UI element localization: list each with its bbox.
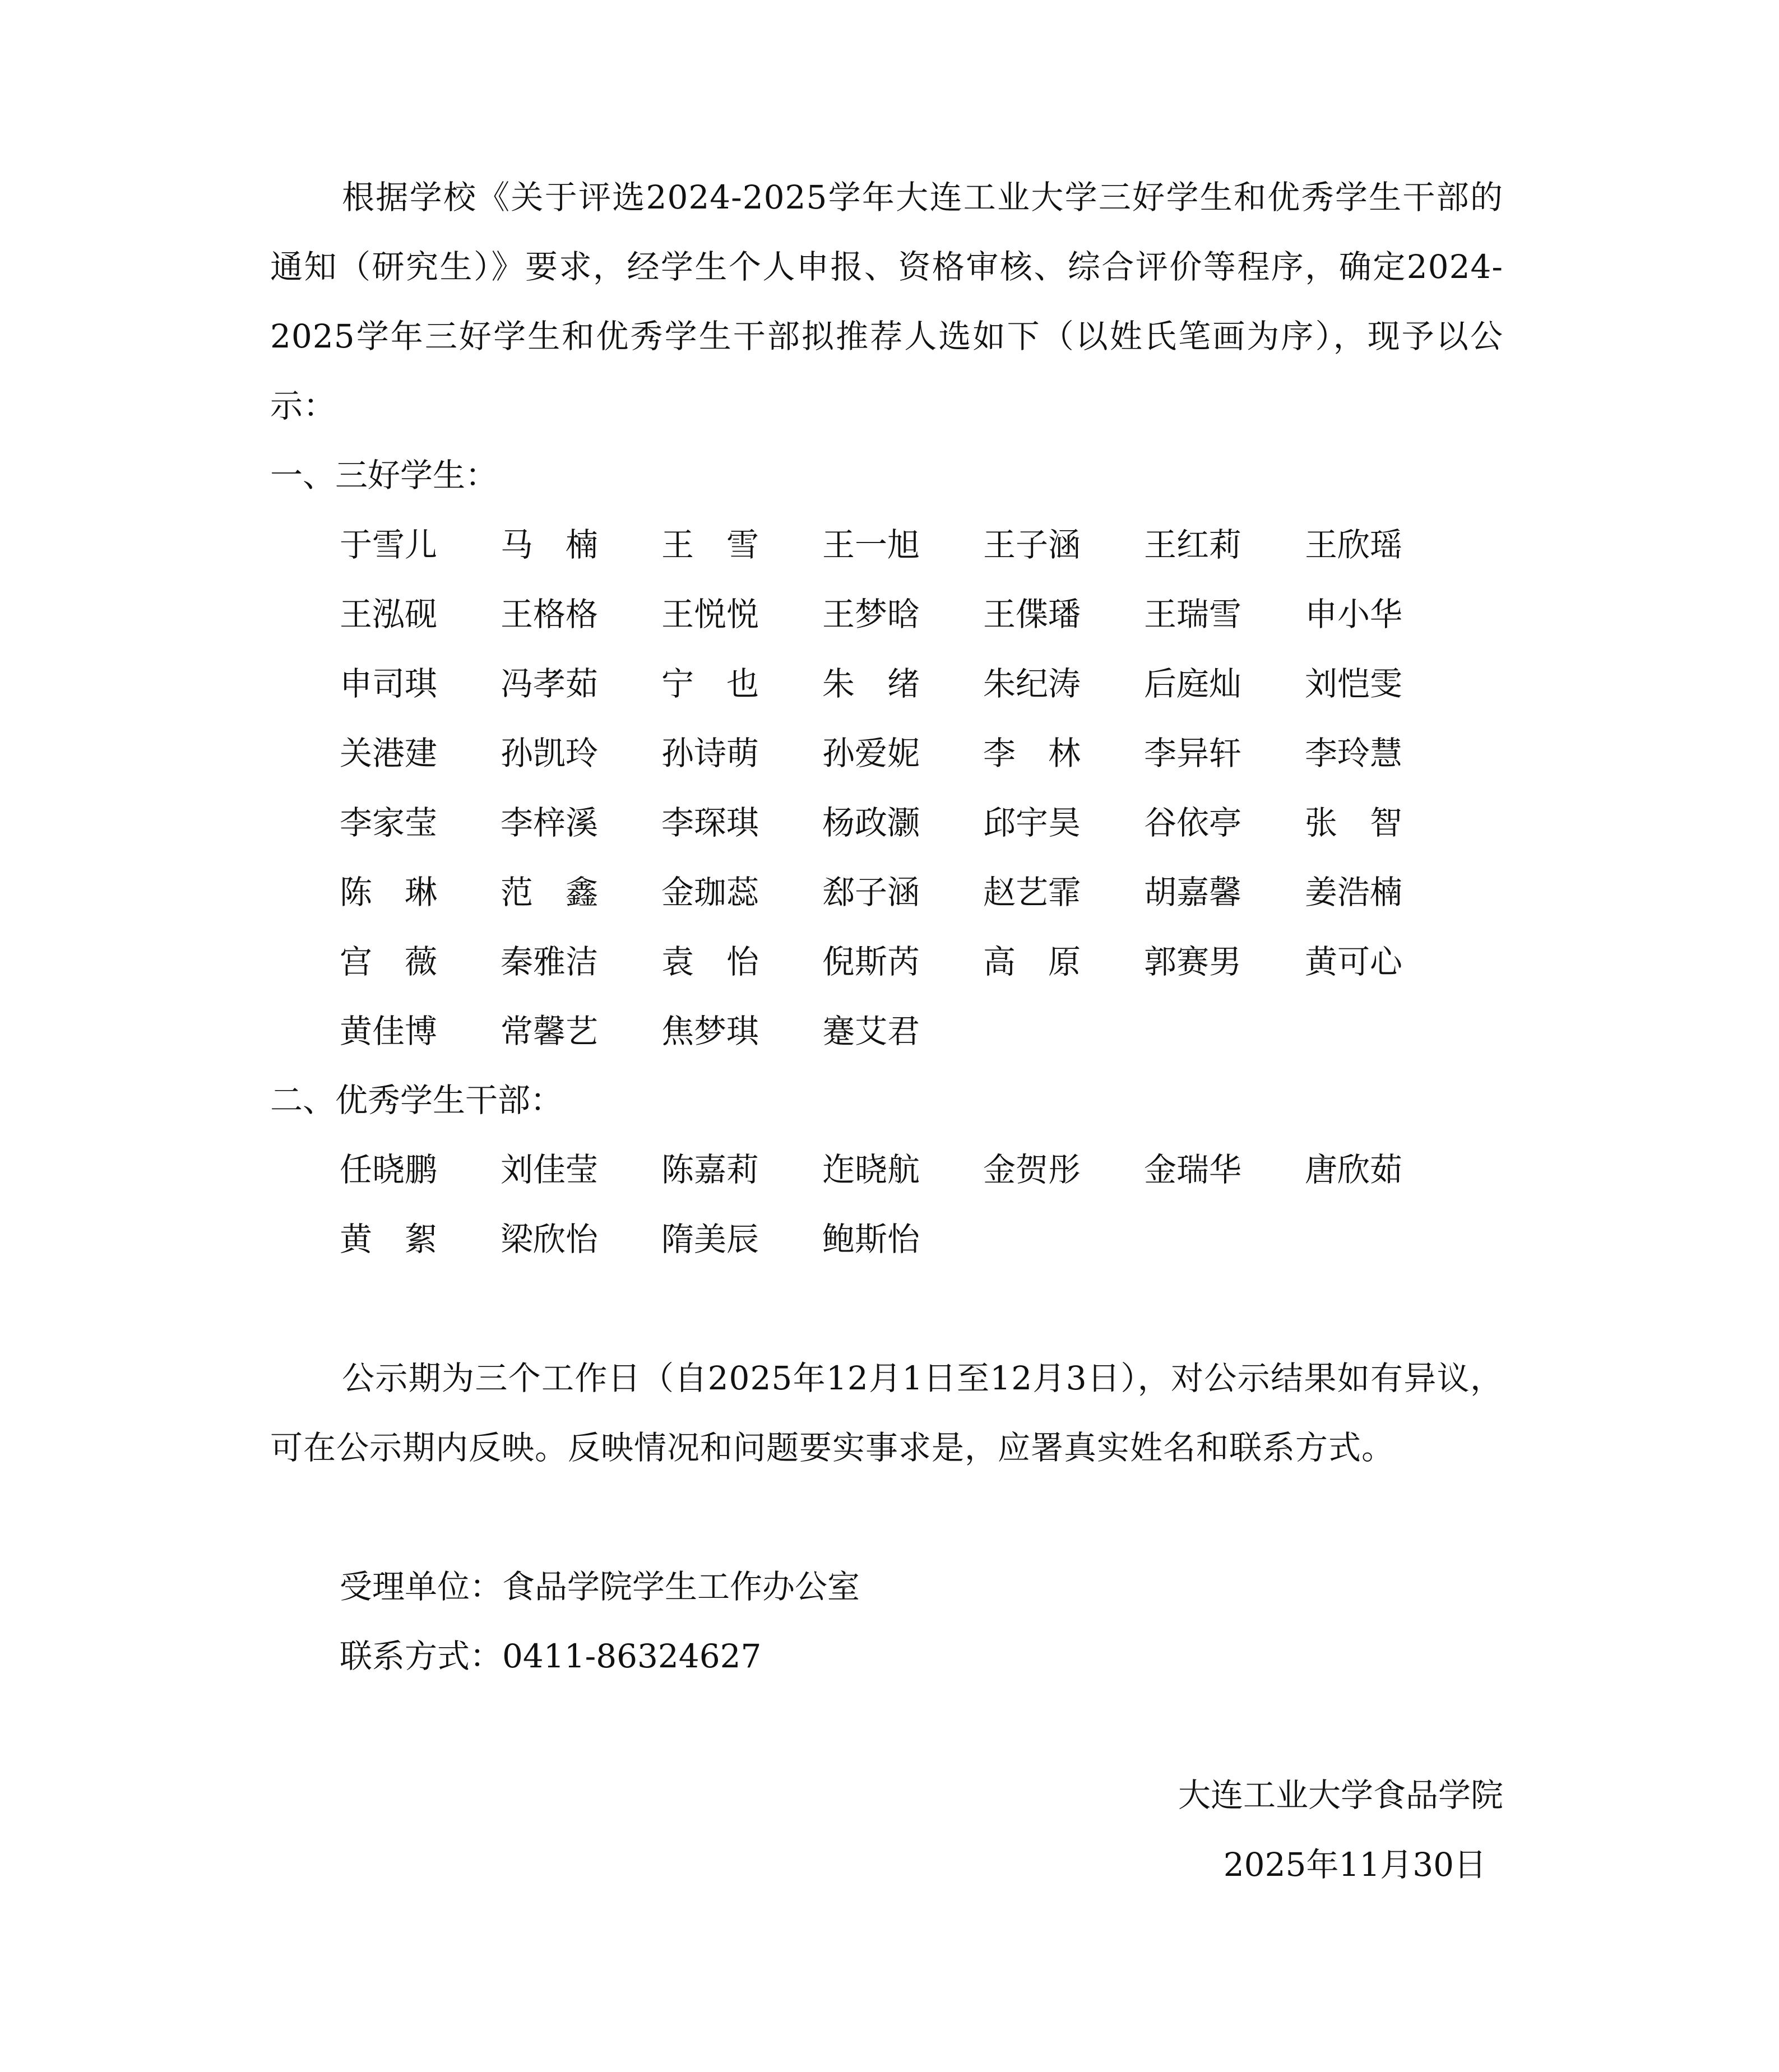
student-name: 申小华 bbox=[1305, 595, 1403, 633]
cadre-name: 金贺彤 bbox=[983, 1151, 1081, 1189]
notice-paragraph: 公示期为三个工作日（自2025年12月1日至12月3日），对公示结果如有异议，可在公示期内反映。反映情况和问题要实事求是，应署真实姓名和联系方式。 bbox=[270, 1359, 1503, 1467]
signature-date: 2025年11月30日 bbox=[1223, 1846, 1486, 1884]
student-name: 王 雪 bbox=[661, 526, 759, 564]
three-good-students-list bbox=[340, 510, 1461, 1066]
student-name: 王偞璠 bbox=[983, 595, 1081, 633]
student-name: 李 林 bbox=[983, 734, 1081, 772]
student-name: 邱宇昊 bbox=[983, 804, 1081, 842]
section-heading-three-good-students: 一、三好学生： bbox=[270, 456, 498, 494]
student-name: 蹇艾君 bbox=[822, 1012, 920, 1050]
student-name: 赵艺霏 bbox=[983, 873, 1081, 911]
student-name: 关港建 bbox=[340, 734, 438, 772]
student-name: 马 楠 bbox=[501, 526, 599, 564]
student-name: 焦梦琪 bbox=[661, 1012, 759, 1050]
student-name: 高 原 bbox=[983, 943, 1081, 981]
student-name: 袁 怡 bbox=[661, 943, 759, 981]
student-name: 范 鑫 bbox=[501, 873, 599, 911]
signature-organization: 大连工业大学食品学院 bbox=[1178, 1776, 1503, 1814]
cadre-name: 梁欣怡 bbox=[501, 1220, 599, 1258]
student-name: 王一旭 bbox=[822, 526, 920, 564]
student-name: 金珈蕊 bbox=[661, 873, 759, 911]
student-name: 王子涵 bbox=[983, 526, 1081, 564]
student-name: 王瑞雪 bbox=[1144, 595, 1242, 633]
student-name: 郄子涵 bbox=[822, 873, 920, 911]
section-heading-outstanding-cadres: 二、优秀学生干部： bbox=[270, 1081, 563, 1119]
student-name: 王红莉 bbox=[1144, 526, 1242, 564]
student-name: 孙诗萌 bbox=[661, 734, 759, 772]
student-name: 孙爱妮 bbox=[822, 734, 920, 772]
outstanding-cadres-list bbox=[340, 1135, 1461, 1274]
student-name: 刘恺雯 bbox=[1305, 665, 1403, 703]
cadre-name: 鲍斯怡 bbox=[822, 1220, 920, 1258]
student-name: 后庭灿 bbox=[1144, 665, 1242, 703]
student-name: 倪斯芮 bbox=[822, 943, 920, 981]
intro-paragraph: 根据学校《关于评选2024-2025学年大连工业大学三好学生和优秀学生干部的通知（研究生）》要求，经学生个人申报、资格审核、综合评价等程序，确定2024-2025学年三好学生和优秀学生干部拟推荐人选如下（以姓氏笔画为序），现予以公示： bbox=[270, 178, 1503, 425]
student-name: 李琛琪 bbox=[661, 804, 759, 842]
cadre-name: 黄 絮 bbox=[340, 1220, 438, 1258]
student-name: 秦雅洁 bbox=[501, 943, 599, 981]
student-name: 宫 薇 bbox=[340, 943, 438, 981]
student-name: 张 智 bbox=[1305, 804, 1403, 842]
student-name: 李玲慧 bbox=[1305, 734, 1403, 772]
student-name: 黄可心 bbox=[1305, 943, 1403, 981]
student-name: 申司琪 bbox=[340, 665, 438, 703]
cadre-name: 金瑞华 bbox=[1144, 1151, 1242, 1189]
student-name: 黄佳博 bbox=[340, 1012, 438, 1050]
contact-phone: 联系方式：0411-86324627 bbox=[340, 1637, 762, 1675]
student-name: 宁 也 bbox=[661, 665, 759, 703]
contact-office: 受理单位：食品学院学生工作办公室 bbox=[340, 1568, 860, 1606]
cadre-name: 陈嘉莉 bbox=[661, 1151, 759, 1189]
student-name: 于雪儿 bbox=[340, 526, 438, 564]
cadre-name: 任晓鹏 bbox=[340, 1151, 438, 1189]
student-name: 王梦晗 bbox=[822, 595, 920, 633]
student-name: 李家莹 bbox=[340, 804, 438, 842]
cadre-name: 隋美辰 bbox=[661, 1220, 759, 1258]
student-name: 谷依亭 bbox=[1144, 804, 1242, 842]
student-name: 王泓砚 bbox=[340, 595, 438, 633]
student-name: 陈 琳 bbox=[340, 873, 438, 911]
student-name: 姜浩楠 bbox=[1305, 873, 1403, 911]
student-name: 朱纪涛 bbox=[983, 665, 1081, 703]
cadre-name: 迮晓航 bbox=[822, 1151, 920, 1189]
student-name: 王悦悦 bbox=[661, 595, 759, 633]
student-name: 李异轩 bbox=[1144, 734, 1242, 772]
cadre-name: 刘佳莹 bbox=[501, 1151, 599, 1189]
student-name: 王格格 bbox=[501, 595, 599, 633]
student-name: 冯孝茹 bbox=[501, 665, 599, 703]
student-name: 常馨艺 bbox=[501, 1012, 599, 1050]
cadre-name: 唐欣茹 bbox=[1305, 1151, 1403, 1189]
student-name: 李梓溪 bbox=[501, 804, 599, 842]
student-name: 王欣瑶 bbox=[1305, 526, 1403, 564]
student-name: 杨政灏 bbox=[822, 804, 920, 842]
student-name: 郭赛男 bbox=[1144, 943, 1242, 981]
student-name: 朱 绪 bbox=[822, 665, 920, 703]
student-name: 孙凯玲 bbox=[501, 734, 599, 772]
student-name: 胡嘉馨 bbox=[1144, 873, 1242, 911]
